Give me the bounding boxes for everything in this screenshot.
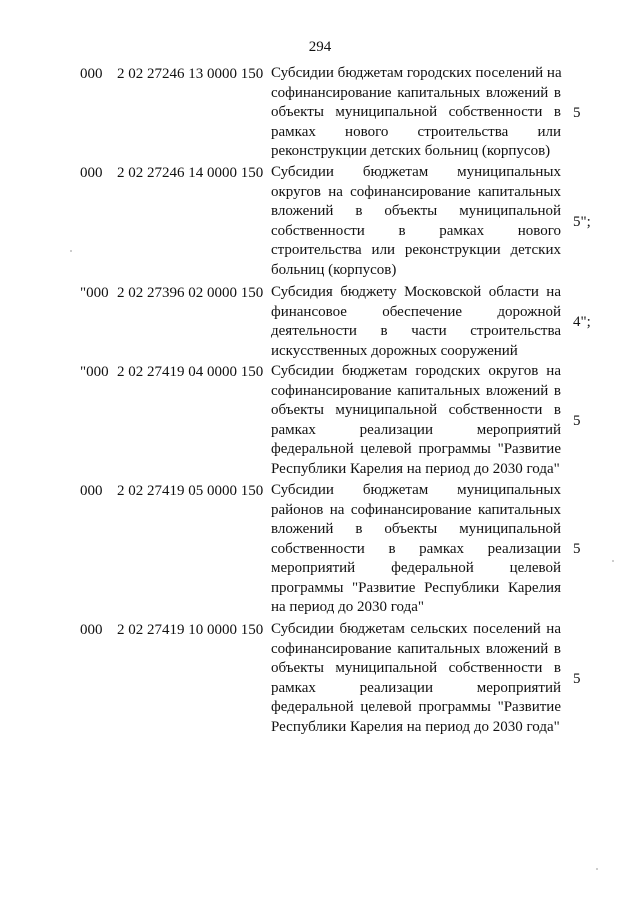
description-line: мероприятий федеральной целевой <box>271 560 561 576</box>
description-line: объекты муниципальной собственности в <box>271 402 561 418</box>
amount-value: 5 <box>573 412 581 429</box>
description-line: рамках нового строительства или <box>271 123 561 140</box>
amount-value: 5 <box>573 104 581 121</box>
admin-code: 000 <box>80 483 103 499</box>
description-line: объекты муниципальной собственности в <box>271 104 561 120</box>
description-line: вложений в объекты муниципальной <box>271 203 561 219</box>
admin-code: "000 <box>80 285 109 301</box>
income-description <box>271 283 561 361</box>
description-line: строительства или реконструкции детских <box>271 242 561 258</box>
budget-classification-code: 2 02 27246 13 0000 150 <box>117 66 264 82</box>
description-line: объекты муниципальной собственности в <box>271 660 561 676</box>
description-line: Субсидии бюджетам сельских поселений на <box>271 621 561 637</box>
scan-speck <box>596 868 598 870</box>
amount-value: 5 <box>573 541 581 558</box>
description-line: финансовое обеспечение дорожной <box>271 303 561 320</box>
scan-speck <box>70 250 72 252</box>
income-description <box>271 481 561 618</box>
description-line: реконструкции детских больниц (корпусов) <box>271 143 551 159</box>
description-line: софинансирование капитальных вложений в <box>271 382 561 399</box>
description-line: Субсидии бюджетам муниципальных <box>271 164 561 180</box>
amount-value: 5 <box>573 670 581 687</box>
description-line: собственности в рамках реализации <box>271 540 561 557</box>
income-description <box>271 362 561 479</box>
description-line: Республики Карелия на период до 2030 года" <box>271 718 560 735</box>
budget-classification-code: 2 02 27419 10 0000 150 <box>117 622 264 638</box>
income-description <box>271 163 561 280</box>
description-line: Субсидии бюджетам городских поселений на <box>271 65 562 81</box>
admin-code: "000 <box>80 364 109 380</box>
description-line: федеральной целевой программы "Развитие <box>271 699 561 715</box>
description-line: Субсидии бюджетам муниципальных <box>271 482 561 498</box>
page-number: 294 <box>308 39 332 55</box>
description-line: федеральной целевой программы "Развитие <box>271 441 561 457</box>
description-line: софинансирование капитальных вложений в <box>271 84 561 101</box>
description-line: программы "Развитие Республики Карелия <box>271 579 561 596</box>
budget-classification-code: 2 02 27246 14 0000 150 <box>117 165 264 181</box>
description-line: Республики Карелия на период до 2030 года" <box>271 460 560 477</box>
budget-classification-code: 2 02 27419 04 0000 150 <box>117 364 264 380</box>
description-line: Субсидия бюджету Московской области на <box>271 284 561 300</box>
budget-classification-code: 2 02 27419 05 0000 150 <box>117 483 264 499</box>
description-line: вложений в объекты муниципальной <box>271 521 561 537</box>
description-line: рамках реализации мероприятий <box>271 421 561 438</box>
amount-value: 5"; <box>573 213 591 230</box>
description-line: округов на софинансирование капитальных <box>271 183 561 200</box>
description-line: Субсидии бюджетам городских округов на <box>271 363 561 379</box>
description-line: деятельности в части строительства <box>271 323 561 339</box>
description-line: районов на софинансирование капитальных <box>271 501 561 518</box>
admin-code: 000 <box>80 66 103 82</box>
budget-classification-code: 2 02 27396 02 0000 150 <box>117 285 264 301</box>
description-line: рамках реализации мероприятий <box>271 679 561 696</box>
income-description <box>271 64 561 162</box>
description-line: софинансирование капитальных вложений в <box>271 640 561 657</box>
description-line: искусственных дорожных сооружений <box>271 342 518 359</box>
admin-code: 000 <box>80 165 103 181</box>
admin-code: 000 <box>80 622 103 638</box>
description-line: больниц (корпусов) <box>271 261 397 278</box>
description-line: собственности в рамках нового <box>271 222 561 239</box>
income-description <box>271 620 561 737</box>
scan-speck <box>612 560 614 562</box>
amount-value: 4"; <box>573 314 591 330</box>
description-line: на период до 2030 года" <box>271 599 424 615</box>
